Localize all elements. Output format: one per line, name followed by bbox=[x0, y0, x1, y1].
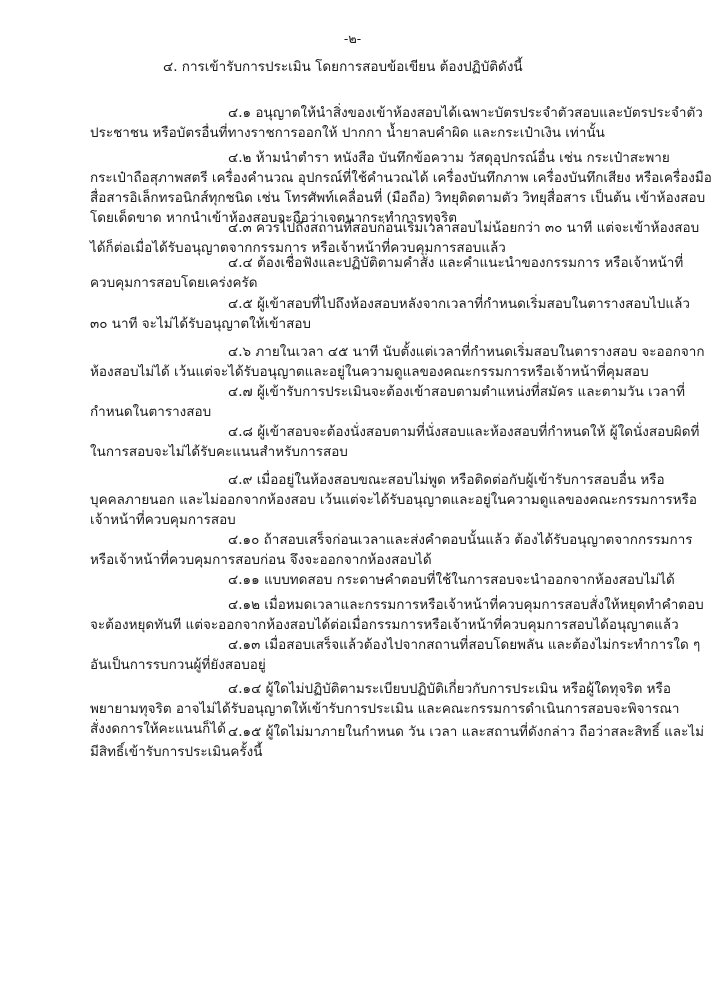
rule-line: จะต้องหยุดทันที แต่จะออกจากห้องสอบได้ต่อเมื่อกรรมการหรือเจ้าหน้าที่ควบคุมการสอบได้อนุญาตแล้ว bbox=[90, 617, 679, 633]
rule-line: ในการสอบจะไม่ได้รับคะแนนสำหรับการสอบ bbox=[90, 444, 348, 460]
rule-line: ๔.๑๒ เมื่อหมดเวลาและกรรมการหรือเจ้าหน้าที่ควบคุมการสอบสั่งให้หยุดทำคำตอบ bbox=[228, 597, 704, 613]
rule-item bbox=[90, 382, 686, 422]
rule-line: ๔.๑ อนุญาตให้นำสิ่งของเข้าห้องสอบได้เฉพาะบัตรประจำตัวสอบและบัตรประจำตัว bbox=[228, 105, 703, 121]
rule-line: ๔.๓ ควรไปถึงสถานที่สอบก่อนเริ่มเวลาสอบไม่น้อยกว่า ๓๐ นาที แต่จะเข้าห้องสอบ bbox=[228, 220, 700, 236]
rule-line: ๔.๔ ต้องเชื่อฟังและปฏิบัติตามคำสั่ง และคำแนะนำของกรรมการ หรือเจ้าหน้าที่ bbox=[228, 255, 684, 271]
rule-line: ห้องสอบไม่ได้ เว้นแต่จะได้รับอนุญาตและอยู่ในความดูแลของคณะกรรมการหรือเจ้าหน้าที่คุมสอบ bbox=[90, 364, 649, 380]
rule-line: ๔.๘ ผู้เข้าสอบจะต้องนั่งสอบตามที่นั่งสอบและห้องสอบที่กำหนดให้ ผู้ใดนั่งสอบผิดที่ bbox=[228, 424, 700, 440]
rule-line: บุคคลภายนอก และไม่ออกจากห้องสอบ เว้นแต่จะได้รับอนุญาตและอยู่ในความดูแลของคณะกรรมการหรือ bbox=[90, 492, 697, 508]
rule-line: ๔.๑๐ ถ้าสอบเสร็จก่อนเวลาและส่งคำตอบนั้นแล้ว ต้องได้รับอนุญาตจากกรรมการ bbox=[228, 532, 693, 548]
rule-line: เจ้าหน้าที่ควบคุมการสอบ bbox=[90, 512, 236, 528]
rule-line: สื่อสารอิเล็กทรอนิกส์ทุกชนิด เช่น โทรศัพท์เคลื่อนที่ (มือถือ) วิทยุติดตามตัว วิทยุสื่อสาร เป็นต้น เข้าห้องสอบ bbox=[90, 190, 706, 206]
rule-item bbox=[90, 595, 704, 635]
rule-line: ประชาชน หรือบัตรอื่นที่ทางราชการออกให้ ปากกา น้ำยาลบคำผิด และกระเป๋าเงิน เท่านั้น bbox=[90, 125, 605, 141]
section-heading: ๔. การเข้ารับการประเมิน โดยการสอบข้อเขียน ต้องปฏิบัติดังนี้ bbox=[163, 59, 523, 75]
rule-line: ๔.๒ ห้ามนำตำรา หนังสือ บันทึกข้อความ วัสดุอุปกรณ์อื่น เช่น กระเป๋าสะพาย bbox=[228, 150, 670, 166]
rule-line: ๔.๗ ผู้เข้ารับการประเมินจะต้องเข้าสอบตามตำแหน่งที่สมัคร และตามวัน เวลาที่ bbox=[228, 384, 686, 400]
rule-line: ๔.๖ ภายในเวลา ๔๕ นาที นับตั้งแต่เวลาที่กำหนดเริ่มสอบในตารางสอบ จะออกจาก bbox=[228, 344, 705, 360]
rule-line: ๓๐ นาที จะไม่ได้รับอนุญาตให้เข้าสอบ bbox=[90, 316, 312, 332]
rule-line: ๔.๕ ผู้เข้าสอบที่ไปถึงห้องสอบหลังจากเวลาที่กำหนดเริ่มสอบในตารางสอบไปแล้ว bbox=[228, 296, 690, 312]
rule-item bbox=[90, 422, 700, 462]
rule-item bbox=[90, 218, 700, 258]
rule-line: กำหนดในตารางสอบ bbox=[90, 404, 212, 420]
rule-line: ๔.๑๔ ผู้ใดไม่ปฏิบัติตามระเบียบปฏิบัติเกี่ยวกับการประเมิน หรือผู้ใดทุจริต หรือ bbox=[228, 681, 671, 697]
rule-item bbox=[90, 530, 693, 570]
rule-item bbox=[90, 635, 701, 675]
rule-line: กระเป๋าถือสุภาพสตรี เครื่องคำนวณ อุปกรณ์ที่ใช้คำนวณได้ เครื่องบันทึกภาพ เครื่องบันทึกเสียง หรือเครื่องมือ bbox=[90, 170, 712, 186]
rule-item bbox=[90, 470, 697, 530]
rule-item bbox=[90, 103, 703, 143]
rule-line: หรือเจ้าหน้าที่ควบคุมการสอบก่อน จึงจะออกจากห้องสอบได้ bbox=[90, 552, 432, 568]
rule-item bbox=[90, 253, 684, 293]
rule-line: ๔.๙ เมื่ออยู่ในห้องสอบขณะสอบไม่พูด หรือติดต่อกับผู้เข้ารับการสอบอื่น หรือ bbox=[228, 472, 665, 488]
rule-line: ได้ก็ต่อเมื่อได้รับอนุญาตจากกรรมการ หรือเจ้าหน้าที่ควบคุมการสอบแล้ว bbox=[90, 240, 506, 256]
rule-item bbox=[90, 570, 675, 590]
rule-line: โดยเด็ดขาด หากนำเข้าห้องสอบจะถือว่าเจตนากระทำการทุจริต bbox=[90, 210, 458, 226]
page-number: -๒- bbox=[343, 32, 362, 47]
rule-line: อันเป็นการรบกวนผู้ที่ยังสอบอยู่ bbox=[90, 657, 266, 673]
rule-item bbox=[90, 722, 705, 762]
rule-item bbox=[90, 342, 705, 382]
rule-line: ควบคุมการสอบโดยเคร่งครัด bbox=[90, 275, 258, 291]
rule-item bbox=[90, 294, 690, 334]
rule-line: มีสิทธิ์เข้ารับการประเมินครั้งนี้ bbox=[90, 744, 263, 760]
rule-line: พยายามทุจริต อาจไม่ได้รับอนุญาตให้เข้ารับการประเมิน และคณะกรรมการดำเนินการสอบจะพิจารณา bbox=[90, 701, 680, 717]
rule-line: สั่งงดการให้คะแนนก็ได้ bbox=[90, 721, 226, 737]
rule-line: ๔.๑๓ เมื่อสอบเสร็จแล้วต้องไปจากสถานที่สอบโดยพลัน และต้องไม่กระทำการใด ๆ bbox=[228, 637, 701, 653]
rule-line: ๔.๑๑ แบบทดสอบ กระดาษคำตอบที่ใช้ในการสอบจะนำออกจากห้องสอบไม่ได้ bbox=[228, 572, 675, 588]
rule-line: ๔.๑๕ ผู้ใดไม่มาภายในกำหนด วัน เวลา และสถานที่ดังกล่าว ถือว่าสละสิทธิ์ และไม่ bbox=[228, 724, 705, 740]
